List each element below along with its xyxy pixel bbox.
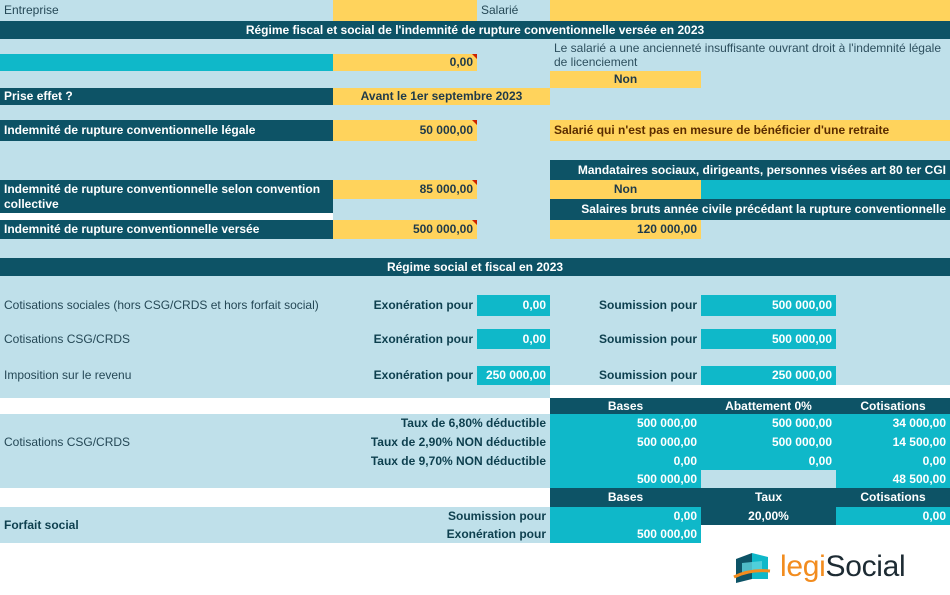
spacer-cell (550, 88, 950, 105)
legale-label: Indemnité de rupture conventionnelle légale (0, 120, 333, 141)
spacer-cell (701, 71, 950, 88)
entreprise-label: Entreprise (0, 0, 333, 21)
sou-label: Soumission pour (550, 295, 701, 316)
salaires-value[interactable]: 120 000,00 (550, 220, 701, 239)
regime-row-label: Cotisations CSG/CRDS (0, 329, 333, 349)
spacer-cell (836, 295, 950, 316)
csg-header-cotisations: Cotisations (836, 398, 950, 414)
prise-effet-label: Prise effet ? (0, 88, 333, 105)
spacer-cell (477, 54, 550, 71)
spacer-cell (836, 329, 950, 349)
regime-row-label: Cotisations sociales (hors CSG/CRDS et hors forfait social) (0, 295, 333, 316)
legisocial-logo-text (780, 550, 905, 584)
exo-value: 0,00 (477, 329, 550, 349)
input-bar (0, 54, 333, 71)
sou-value: 250 000,00 (701, 366, 836, 385)
spacer-cell (477, 120, 550, 141)
legisocial-logo (732, 548, 905, 586)
retraite-text: Salarié qui n'est pas en mesure de bénéficier d'une retraite (550, 120, 950, 141)
forfait-exoneration-label: Exonération pour (333, 525, 550, 543)
mandataires-fill (701, 180, 950, 199)
forfait-soumission-bases: 0,00 (550, 507, 701, 525)
spacer-row (0, 141, 950, 160)
csg-cotisations-cell: 34 000,00 (836, 414, 950, 432)
logo-prefix: legi (780, 550, 826, 583)
forfait-soumission-cotisations: 0,00 (836, 507, 950, 525)
salaires-text: Salaires bruts année civile précédant la rupture conventionnelle (550, 199, 950, 220)
salarie-input[interactable] (550, 0, 950, 21)
csg-bases-cell: 500 000,00 (550, 414, 701, 432)
logo-suffix: Social (825, 550, 906, 583)
mandataires-text: Mandataires sociaux, dirigeants, personnes visées art 80 ter CGI (550, 160, 950, 180)
spacer-cell (701, 220, 950, 239)
forfait-label: Forfait social (0, 507, 333, 543)
spacer-row (0, 385, 550, 398)
exo-label: Exonération pour (333, 329, 477, 349)
sou-label: Soumission pour (550, 329, 701, 349)
spacer-row (0, 239, 950, 258)
sou-label: Soumission pour (550, 366, 701, 385)
entreprise-input[interactable] (333, 0, 477, 21)
exo-value: 250 000,00 (477, 366, 550, 385)
csg-bases-cell: 500 000,00 (550, 432, 701, 452)
regime-row-label: Imposition sur le revenu (0, 366, 333, 385)
csg-taux-label: Taux de 2,90% NON déductible (333, 432, 550, 452)
forfait-header-taux: Taux (701, 488, 836, 507)
csg-total-cotisations: 48 500,00 (836, 470, 950, 488)
csg-bases-cell: 0,00 (550, 452, 701, 470)
csg-abattement-cell: 0,00 (701, 452, 836, 470)
regime-title: Régime social et fiscal en 2023 (0, 258, 950, 276)
main-title: Régime fiscal et social de l'indemnité de rupture conventionnelle versée en 2023 (0, 21, 950, 39)
versee-value[interactable]: 500 000,00 (333, 220, 477, 239)
versee-label: Indemnité de rupture conventionnelle versée (0, 220, 333, 239)
exo-value: 0,00 (477, 295, 550, 316)
legale-value[interactable]: 50 000,00 (333, 120, 477, 141)
csg-abattement-cell: 500 000,00 (701, 414, 836, 432)
spacer-cell (333, 199, 477, 220)
spacer-cell (701, 470, 836, 488)
csg-cotisations-cell: 14 500,00 (836, 432, 950, 452)
amount-zero-cell[interactable]: 0,00 (333, 54, 477, 71)
exo-label: Exonération pour (333, 295, 477, 316)
spacer-row (0, 316, 950, 329)
sou-value: 500 000,00 (701, 329, 836, 349)
anciennete-value[interactable]: Non (550, 71, 701, 88)
forfait-header-bases: Bases (550, 488, 701, 507)
csg-header-bases: Bases (550, 398, 701, 414)
exo-label: Exonération pour (333, 366, 477, 385)
forfait-soumission-taux: 20,00% (701, 507, 836, 525)
spacer-row (0, 71, 550, 88)
spacer-row (0, 276, 950, 295)
mandataires-value[interactable]: Non (550, 180, 701, 199)
csg-label: Cotisations CSG/CRDS (0, 414, 333, 470)
spacer-row (0, 105, 950, 120)
csg-total-bases: 500 000,00 (550, 470, 701, 488)
spacer-cell (836, 366, 950, 385)
anciennete-text: Le salarié a une ancienneté insuffisante ouvrant droit à l'indemnité légale de licenciement (550, 39, 950, 71)
prise-effet-select[interactable]: Avant le 1er septembre 2023 (333, 88, 550, 105)
csg-taux-label: Taux de 9,70% NON déductible (333, 452, 550, 470)
spacer-cell (477, 180, 550, 220)
spacer-row (0, 39, 550, 54)
forfait-exoneration-bases: 500 000,00 (550, 525, 701, 543)
convention-value[interactable]: 85 000,00 (333, 180, 477, 199)
forfait-header-cotisations: Cotisations (836, 488, 950, 507)
spacer-cell (477, 220, 550, 239)
spacer-row (0, 349, 950, 366)
csg-cotisations-cell: 0,00 (836, 452, 950, 470)
legisocial-logo-icon (732, 549, 772, 585)
salarie-label: Salarié (477, 0, 550, 21)
sou-value: 500 000,00 (701, 295, 836, 316)
spacer-cell (0, 160, 550, 180)
csg-header-abattement: Abattement 0% (701, 398, 836, 414)
spacer-cell (0, 470, 550, 488)
csg-abattement-cell: 500 000,00 (701, 432, 836, 452)
csg-taux-label: Taux de 6,80% déductible (333, 414, 550, 432)
convention-label: Indemnité de rupture conventionnelle selon convention collective (0, 180, 333, 213)
forfait-soumission-label: Soumission pour (333, 507, 550, 525)
